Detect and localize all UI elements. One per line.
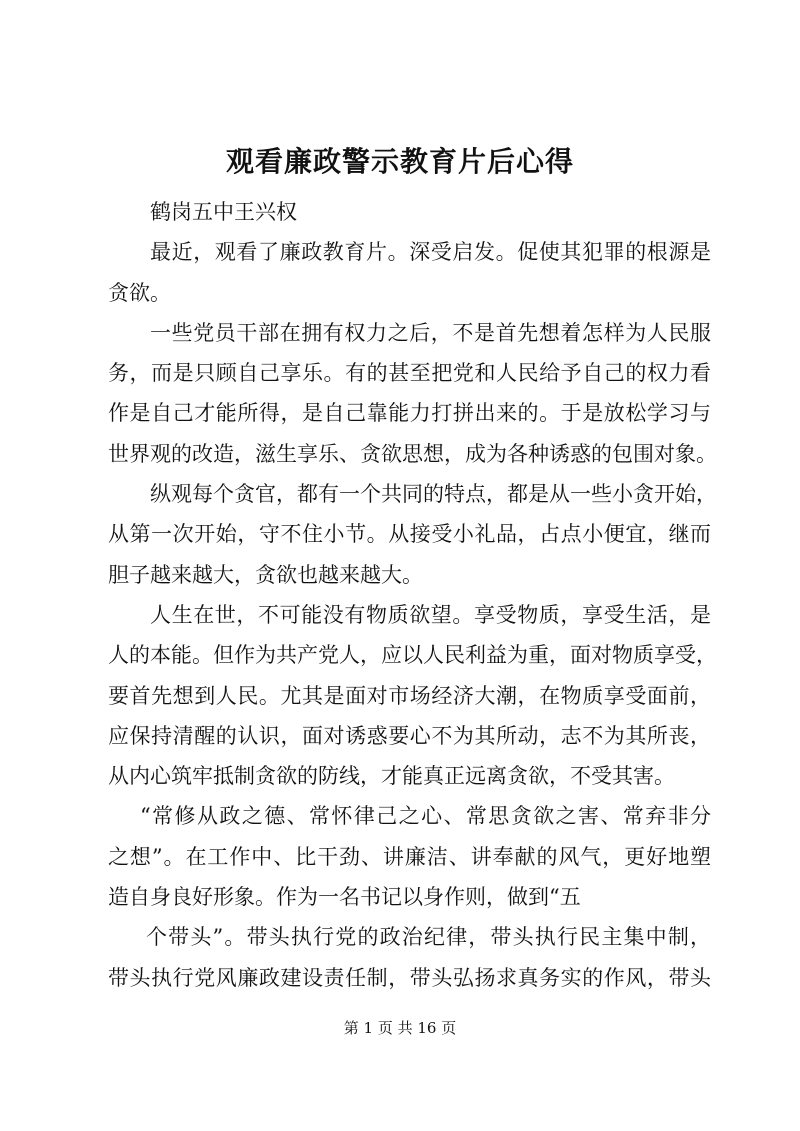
- paragraph-line: 个带头”。带头执行党的政治纪律，带头执行民主集中制，: [146, 925, 711, 950]
- paragraph-line: 最近，观看了廉政教育片。深受启发。促使其犯罪的根源是: [150, 240, 711, 265]
- paragraph-line: 作是自己才能所得，是自己靠能力打拼出来的。于是放松学习与: [108, 401, 711, 426]
- paragraph-line: 应保持清醒的认识，面对诱惑要心不为其所动，志不为其所丧，: [108, 723, 711, 748]
- paragraph-line: 从内心筑牢抵制贪欲的防线，才能真正远离贪欲，不受其害。: [108, 764, 675, 789]
- author-line: 鹤岗五中王兴权: [150, 200, 297, 224]
- paragraph-line: 一些党员干部在拥有权力之后，不是首先想着怎样为人民服: [150, 320, 711, 345]
- paragraph-line: 纵观每个贪官，都有一个共同的特点，都是从一些小贪开始，: [150, 482, 717, 507]
- paragraph-line: 造自身良好形象。作为一名书记以身作则，做到“五: [108, 885, 581, 910]
- paragraph-line: 从第一次开始，守不住小节。从接受小礼品，占点小便宜，继而: [108, 522, 711, 547]
- page-footer: 第 1 页 共 16 页: [343, 1019, 457, 1037]
- paragraph-line: 贪欲。: [108, 280, 171, 305]
- paragraph-line: 之想”。在工作中、比干劲、讲廉洁、讲奉献的风气，更好地塑: [108, 844, 711, 869]
- paragraph-line: 人生在世，不可能没有物质欲望。享受物质，享受生活，是: [150, 602, 711, 627]
- paragraph-line: 世界观的改造，滋生享乐、贪欲思想，成为各种诱惑的包围对象。: [108, 441, 717, 466]
- paragraph-line: 务，而是只顾自己享乐。有的甚至把党和人民给予自己的权力看: [108, 361, 711, 386]
- paragraph-line: 要首先想到人民。尤其是面对市场经济大潮，在物质享受面前，: [108, 683, 711, 708]
- paragraph-line: 胆子越来越大，贪欲也越来越大。: [108, 562, 423, 587]
- paragraph-line: 带头执行党风廉政建设责任制，带头弘扬求真务实的作风，带头: [108, 965, 711, 990]
- paragraph-line: 人的本能。但作为共产党人，应以人民利益为重，面对物质享受，: [108, 643, 717, 668]
- document-title: 观看廉政警示教育片后心得: [225, 145, 574, 178]
- document-body: [108, 192, 717, 998]
- paragraph-line: “常修从政之德、常怀律己之心、常思贪欲之害、常弃非分: [140, 804, 711, 829]
